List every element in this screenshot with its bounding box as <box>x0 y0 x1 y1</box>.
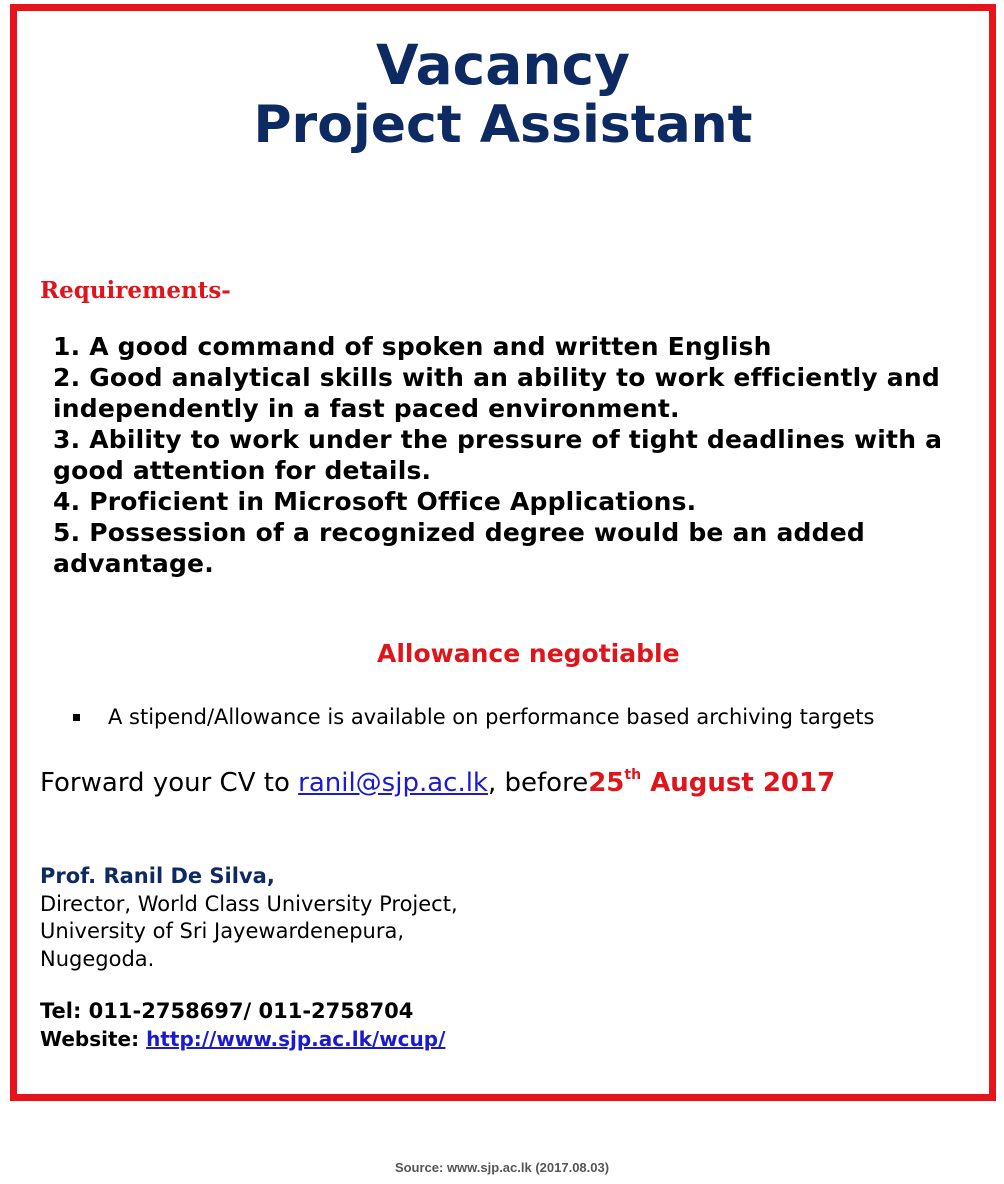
allowance-bullet-item <box>73 705 874 729</box>
requirement-item: 2. Good analytical skills with an ability to work efficiently and independently in a fast paced environment. <box>53 363 940 423</box>
requirement-item: 1. A good command of spoken and written English <box>53 332 772 361</box>
requirement-item: 4. Proficient in Microsoft Office Applications. <box>53 487 697 516</box>
vacancy-notice-frame <box>10 4 996 1101</box>
requirements-heading: Requirements- <box>40 277 231 304</box>
apply-middle: , before <box>487 768 589 798</box>
contact-phone: Tel: 011-2758697/ 011-2758704 <box>40 999 414 1023</box>
contact-city: Nugegoda. <box>40 946 155 971</box>
square-bullet-icon <box>73 714 80 721</box>
deadline-ordinal: th <box>624 767 642 783</box>
allowance-heading: Allowance negotiable <box>377 639 680 668</box>
requirements-list <box>53 331 985 579</box>
deadline-date <box>588 768 835 798</box>
apply-prefix: Forward your CV to <box>40 768 299 798</box>
requirement-item: 3. Ability to work under the pressure of tight deadlines with a good attention for details. <box>53 425 943 485</box>
contact-university: University of Sri Jayewardenepura, <box>40 919 405 943</box>
website-label: Website: <box>40 1027 147 1051</box>
deadline-day: 25 <box>588 768 625 798</box>
source-caption: Source: www.sjp.ac.lk (2017.08.03) <box>394 1160 610 1175</box>
allowance-bullet-text: A stipend/Allowance is available on performance based archiving targets <box>108 705 875 729</box>
contact-title: Director, World Class University Project, <box>40 891 458 916</box>
contact-block <box>40 863 458 973</box>
email-link[interactable]: ranil@sjp.ac.lk <box>298 768 488 798</box>
requirement-item: 5. Possession of a recognized degree would be an added advantage. <box>53 518 865 578</box>
website-link[interactable]: http://www.sjp.ac.lk/wcup/ <box>146 1027 446 1051</box>
contact-name: Prof. Ranil De Silva, <box>40 864 275 888</box>
title-vacancy: Vacancy <box>376 33 630 97</box>
contact-website <box>40 1027 445 1051</box>
apply-instruction <box>40 767 835 798</box>
deadline-month-year: August 2017 <box>641 768 836 798</box>
title-position: Project Assistant <box>253 95 753 155</box>
